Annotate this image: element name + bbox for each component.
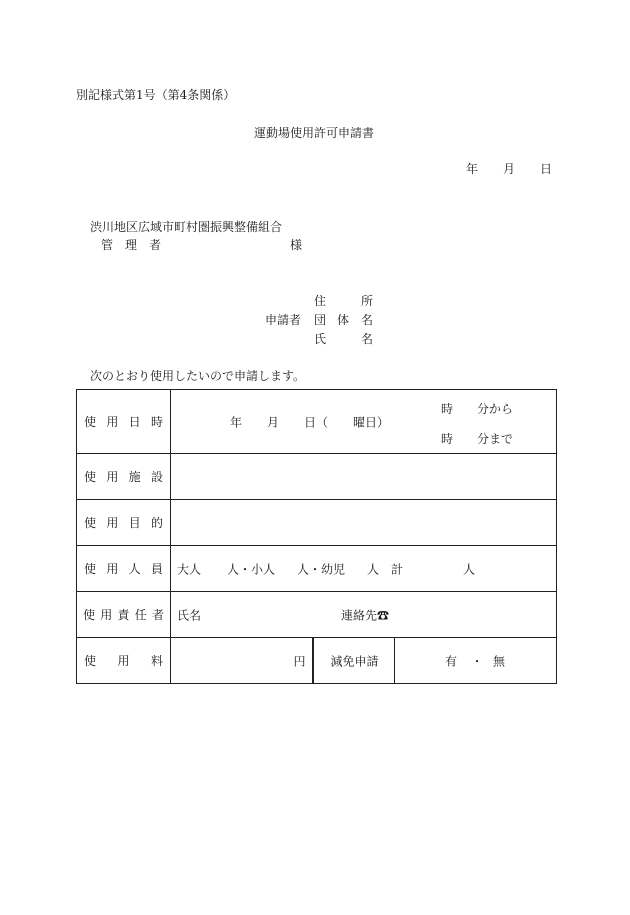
applicant-label: 申請者	[265, 313, 302, 327]
label-facility: 使 用 施 設	[77, 454, 171, 500]
date-month: 月	[503, 162, 516, 176]
dt-to-hour: 時	[441, 432, 454, 446]
row-facility	[77, 454, 557, 500]
row-responsible	[77, 592, 557, 638]
applicant-group-char-1: 団	[314, 313, 327, 327]
label-fee: 使 用 料	[77, 638, 171, 684]
label-usage-datetime: 使 用 日 時	[77, 390, 171, 454]
people-total: 人 計	[367, 562, 404, 576]
label-purpose: 使 用 目 的	[77, 500, 171, 546]
applicant-address-char-2: 所	[361, 294, 374, 308]
applicant-address-char-1: 住	[314, 294, 327, 308]
dt-year: 年	[230, 415, 243, 429]
field-responsible[interactable]	[171, 592, 557, 638]
addressee-honorific: 様	[290, 238, 303, 252]
row-usage-datetime	[77, 390, 557, 454]
field-facility[interactable]	[171, 454, 557, 500]
addressee-role: 管 理 者	[101, 238, 162, 252]
people-unit: 人	[463, 562, 476, 576]
row-fee	[77, 638, 557, 684]
people-child: 人・小人	[227, 562, 276, 576]
row-people	[77, 546, 557, 592]
label-people: 使 用 人 員	[77, 546, 171, 592]
fee-yen: 円	[293, 654, 306, 668]
dt-month: 月	[267, 415, 280, 429]
date-day: 日	[540, 162, 553, 176]
field-fee-amount[interactable]	[171, 638, 313, 684]
field-usage-datetime[interactable]	[171, 390, 557, 454]
application-table	[76, 389, 557, 684]
people-infant: 人・幼児	[297, 562, 346, 576]
intro-text: 次のとおり使用したいので申請します。	[90, 369, 306, 383]
field-exemption[interactable]	[395, 638, 557, 684]
applicant-group-char-3: 名	[361, 313, 374, 327]
label-responsible: 使 用 責 任 者	[77, 592, 171, 638]
dt-to-suffix: 分まで	[477, 432, 514, 446]
exemption-label: 減免申請	[330, 654, 379, 668]
document-title: 運動場使用許可申請書	[254, 126, 375, 140]
exemption-dot: ・	[471, 654, 484, 668]
dt-day: 日（	[304, 415, 329, 429]
applicant-name-char-1: 氏	[314, 332, 327, 346]
label-exemption	[313, 638, 395, 684]
dt-from-suffix: 分から	[477, 402, 514, 416]
applicant-group-char-2: 体	[337, 313, 350, 327]
responsible-contact: 連絡先☎	[341, 608, 390, 622]
dt-from-hour: 時	[441, 402, 454, 416]
responsible-name: 氏名	[177, 608, 202, 622]
form-reference: 別記様式第1号（第4条関係）	[76, 88, 236, 102]
field-purpose[interactable]	[171, 500, 557, 546]
addressee-org: 渋川地区広域市町村圏振興整備組合	[90, 220, 283, 234]
row-purpose	[77, 500, 557, 546]
dt-weekday: 曜日）	[353, 415, 390, 429]
date-year: 年	[466, 162, 479, 176]
applicant-name-char-2: 名	[361, 332, 374, 346]
people-adult: 大人	[177, 562, 202, 576]
exemption-no[interactable]: 無	[493, 654, 506, 668]
field-people[interactable]	[171, 546, 557, 592]
exemption-yes[interactable]: 有	[445, 654, 458, 668]
